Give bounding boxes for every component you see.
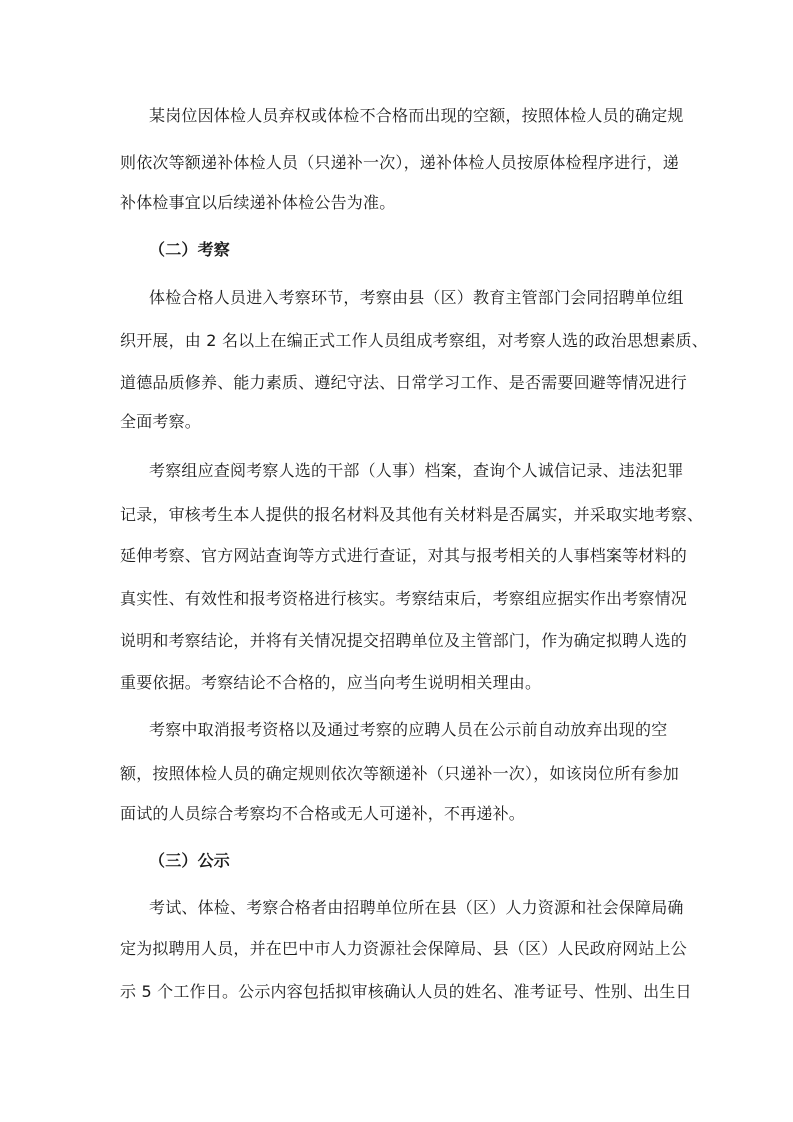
paragraph-2-line-3: 道德品质修养、能力素质、遵纪守法、日常学习工作、是否需要回避等情况进行 xyxy=(120,373,688,392)
paragraph-3-line-1: 考察组应查阅考察人选的干部（人事）档案，查询个人诚信记录、违法犯罪 xyxy=(149,461,684,480)
paragraph-2-line-2: 织开展，由 2 名以上在编正式工作人员组成考察组，对考察人选的政治思想素质、 xyxy=(120,331,708,350)
paragraph-2-line-1: 体检合格人员进入考察环节，考察由县（区）教育主管部门会同招聘单位组 xyxy=(149,288,684,307)
paragraph-3-line-6: 重要依据。考察结论不合格的，应当向考生说明相关理由。 xyxy=(120,673,542,692)
paragraph-2-line-4: 全面考察。 xyxy=(120,412,202,431)
paragraph-3-line-4: 真实性、有效性和报考资格进行核实。考察结束后，考察组应据实作出考察情况 xyxy=(120,589,688,608)
paragraph-4-line-1: 考察中取消报考资格以及通过考察的应聘人员在公示前自动放弃出现的空 xyxy=(149,720,668,739)
paragraph-4-line-2: 额，按照体检人员的确定规则依次等额递补（只递补一次），如该岗位所有参加 xyxy=(120,764,680,783)
paragraph-1-line-3: 补体检事宜以后续递补体检公告为准。 xyxy=(120,193,396,212)
paragraph-1-line-2: 则依次等额递补体检人员（只递补一次），递补体检人员按原体检程序进行，递 xyxy=(120,153,680,172)
paragraph-5-line-3: 示 5 个工作日。公示内容包括拟审核确认人员的姓名、准考证号、性别、出生日 xyxy=(120,982,692,1001)
paragraph-5-line-2: 定为拟聘用人员，并在巴中市人力资源社会保障局、县（区）人民政府网站上公 xyxy=(120,939,688,958)
paragraph-1-line-1: 某岗位因体检人员弃权或体检不合格而出现的空额，按照体检人员的确定规 xyxy=(149,106,684,125)
paragraph-3-line-3: 延伸考察、官方网站查询等方式进行查证，对其与报考相关的人事档案等材料的 xyxy=(120,546,688,565)
paragraph-3-line-2: 记录，审核考生本人提供的报名材料及其他有关材料是否属实，并采取实地考察、 xyxy=(120,505,704,524)
paragraph-4-line-3: 面试的人员综合考察均不合格或无人可递补，不再递补。 xyxy=(120,804,526,823)
paragraph-5-line-1: 考试、体检、考察合格者由招聘单位所在县（区）人力资源和社会保障局确 xyxy=(149,898,684,917)
section-heading-investigation: （二）考察 xyxy=(149,240,231,259)
paragraph-3-line-5: 说明和考察结论，并将有关情况提交招聘单位及主管部门，作为确定拟聘人选的 xyxy=(120,631,688,650)
section-heading-publicity: （三）公示 xyxy=(149,851,231,870)
